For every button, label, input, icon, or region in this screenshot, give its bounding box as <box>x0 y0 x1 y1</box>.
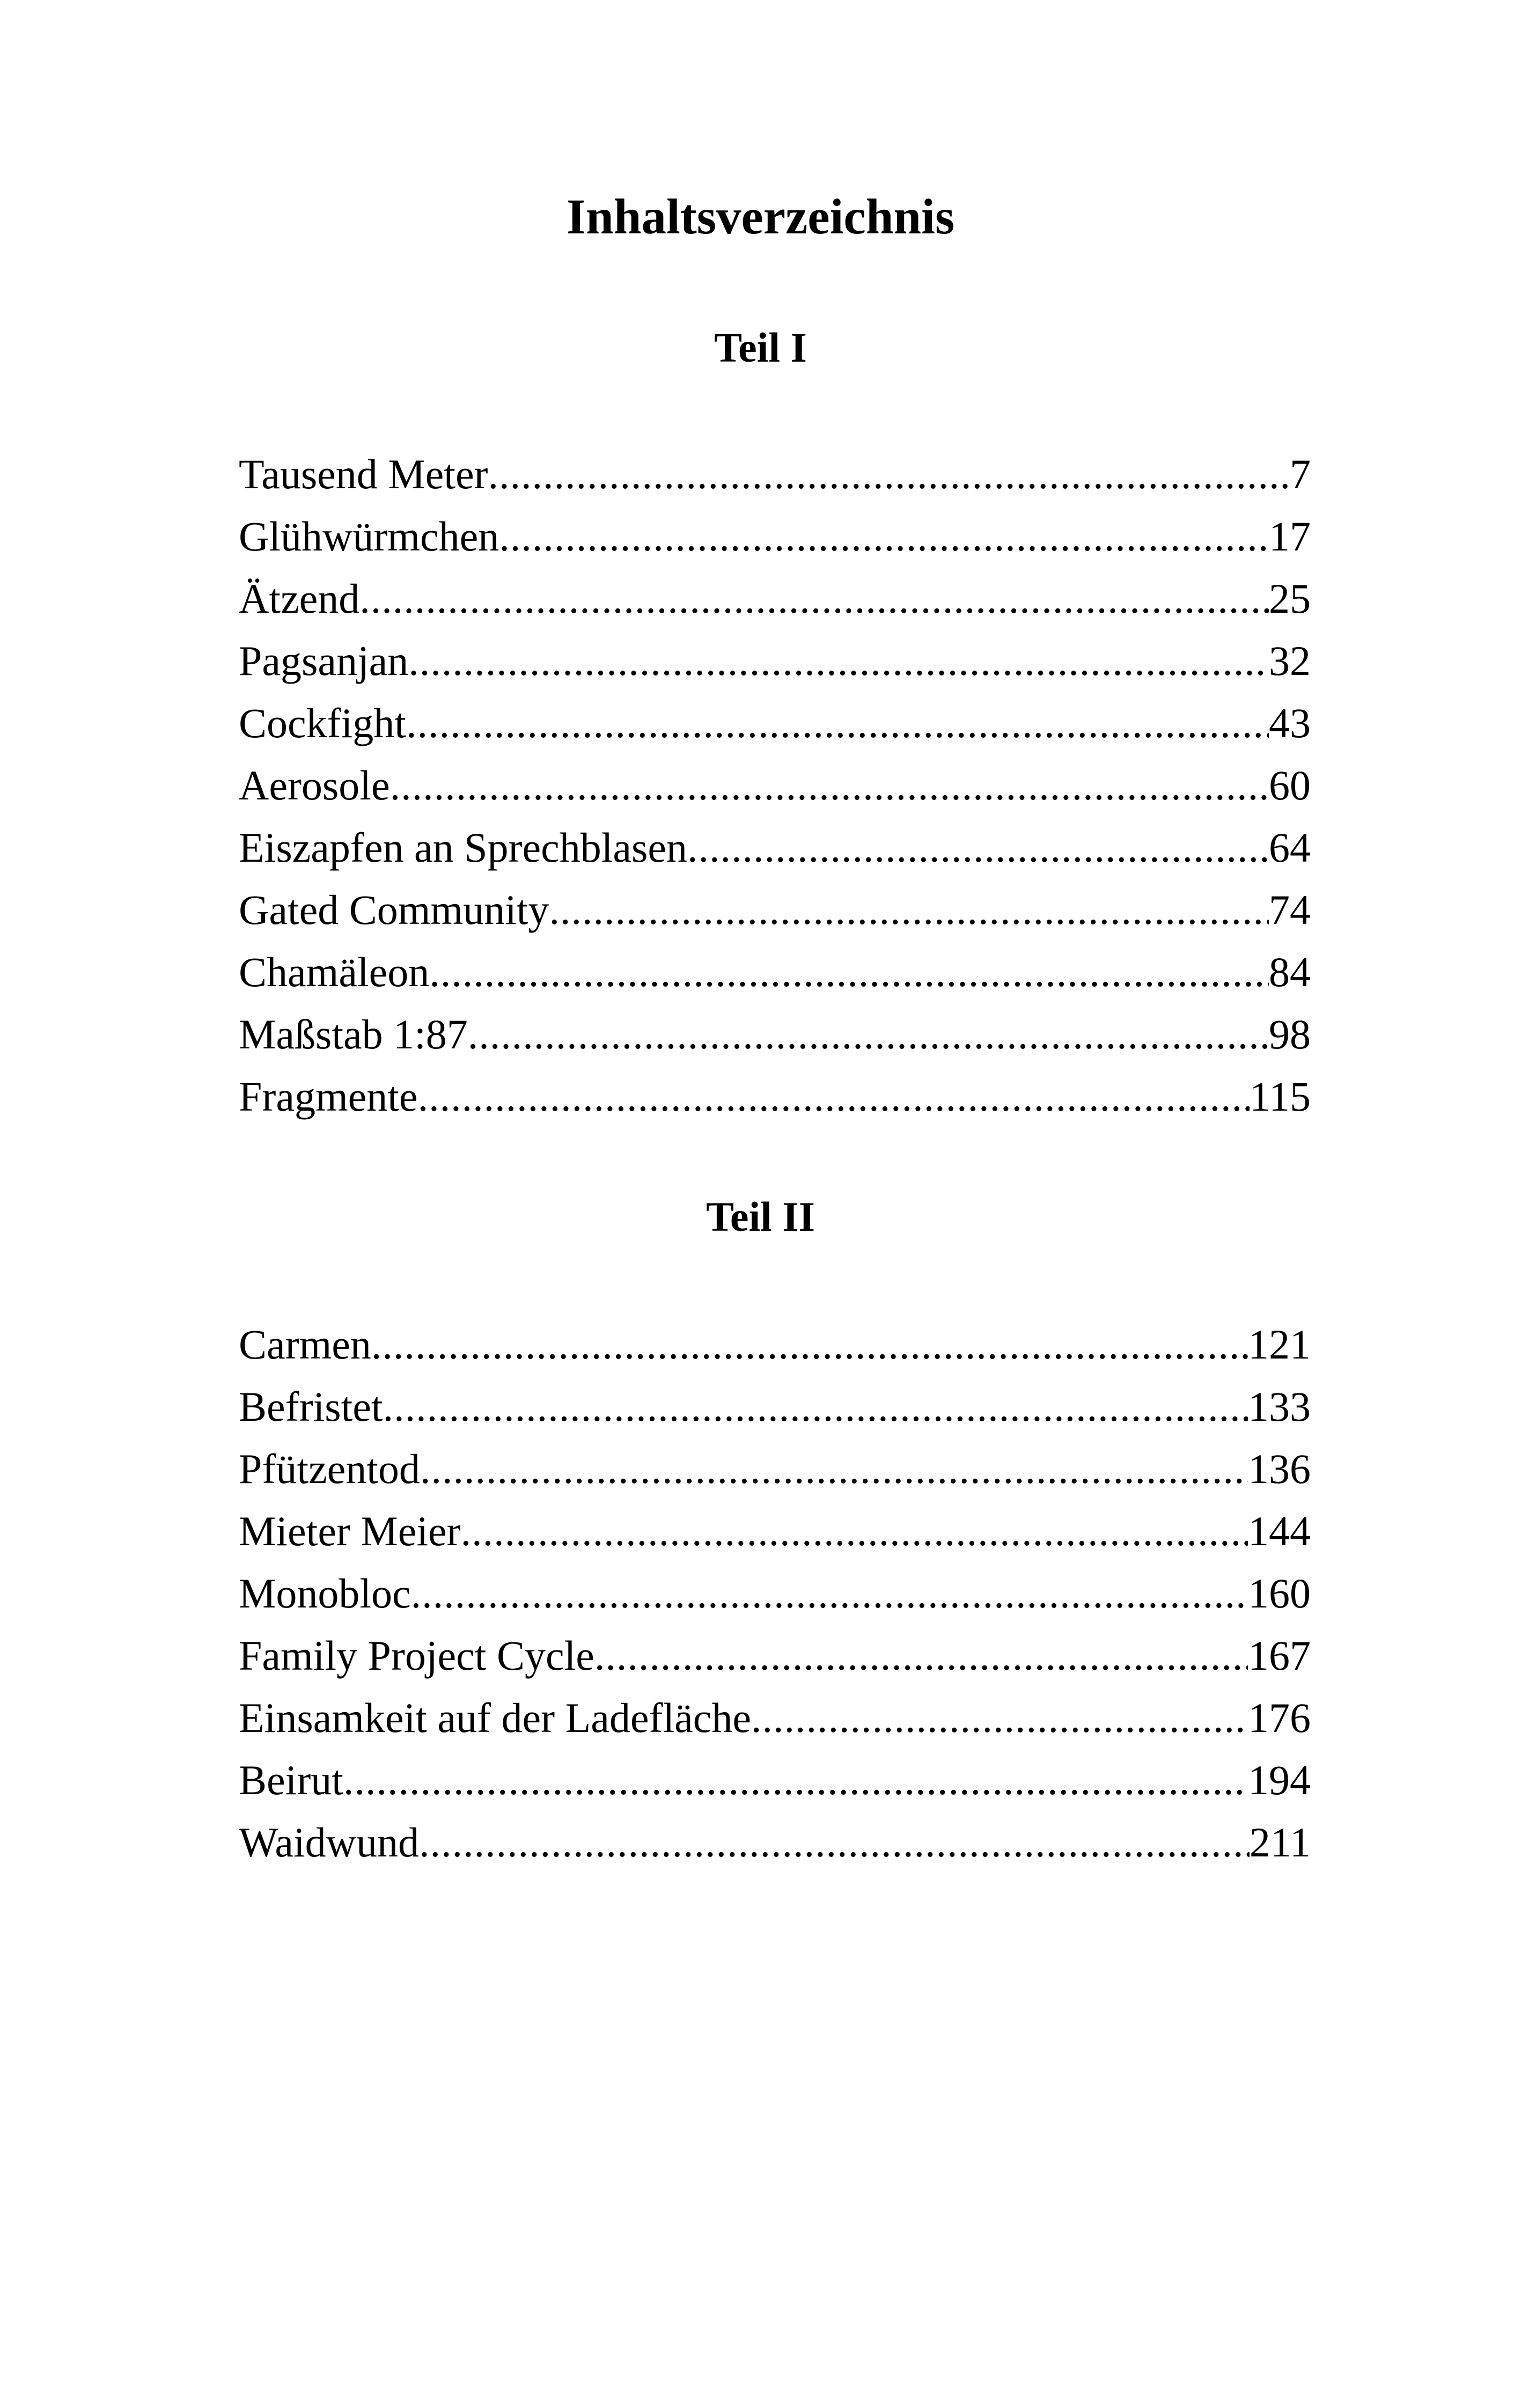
entry-title: Ätzend <box>239 575 360 622</box>
dot-leader <box>343 1749 1248 1811</box>
toc-entry[interactable] <box>239 568 1311 630</box>
entry-title: Tausend Meter <box>239 451 488 497</box>
entry-page-number: 167 <box>1248 1632 1311 1679</box>
dot-leader <box>420 1438 1248 1500</box>
entry-page-number: 43 <box>1269 700 1311 746</box>
entry-title: Chamäleon <box>239 949 430 995</box>
dot-leader <box>383 1376 1248 1438</box>
dot-leader <box>594 1625 1248 1687</box>
toc-entry[interactable] <box>239 1066 1311 1128</box>
entry-page-number: 115 <box>1249 1073 1311 1120</box>
dot-leader <box>371 1313 1248 1376</box>
dot-leader <box>390 754 1269 817</box>
page-title: Inhaltsverzeichnis <box>566 189 955 245</box>
toc-entry[interactable] <box>239 941 1311 1003</box>
dot-leader <box>468 1003 1269 1066</box>
toc-entry[interactable] <box>239 1687 1311 1749</box>
dot-leader <box>408 630 1269 692</box>
entry-title: Aerosole <box>239 762 390 809</box>
entry-page-number: 194 <box>1248 1757 1311 1803</box>
entry-title: Beirut <box>239 1757 343 1803</box>
toc-entry[interactable] <box>239 1562 1311 1625</box>
entry-title: Pagsanjan <box>239 637 409 684</box>
toc-entry[interactable] <box>239 1438 1311 1500</box>
entry-page-number: 98 <box>1269 1011 1311 1058</box>
entry-title: Gated Community <box>239 886 549 933</box>
toc-entry[interactable] <box>239 1500 1311 1562</box>
part-heading-teil-1: Teil I <box>714 324 807 371</box>
entry-page-number: 17 <box>1269 513 1311 560</box>
toc-entry[interactable] <box>239 1625 1311 1687</box>
toc-entry[interactable] <box>239 1313 1311 1376</box>
entry-title: Einsamkeit auf der Ladefläche <box>239 1694 752 1741</box>
entry-page-number: 211 <box>1249 1819 1311 1866</box>
dot-leader <box>418 1066 1250 1128</box>
entry-page-number: 60 <box>1269 762 1311 809</box>
dot-leader <box>488 443 1290 505</box>
entry-page-number: 144 <box>1248 1508 1311 1554</box>
dot-leader <box>406 692 1269 754</box>
dot-leader <box>411 1562 1248 1625</box>
dot-leader <box>419 1811 1250 1874</box>
entry-page-number: 133 <box>1248 1383 1311 1430</box>
toc-entry[interactable] <box>239 1811 1311 1874</box>
toc-entry[interactable] <box>239 1003 1311 1066</box>
toc-entry[interactable] <box>239 879 1311 941</box>
part-2-entry-list <box>239 1313 1311 1874</box>
toc-entry[interactable] <box>239 754 1311 817</box>
entry-page-number: 32 <box>1269 637 1311 684</box>
entry-page-number: 176 <box>1248 1694 1311 1741</box>
entry-title: Eiszapfen an Sprechblasen <box>239 824 687 871</box>
dot-leader <box>751 1687 1248 1749</box>
entry-title: Befristet <box>239 1383 383 1430</box>
dot-leader <box>461 1500 1248 1562</box>
entry-title: Mieter Meier <box>239 1508 461 1554</box>
entry-page-number: 84 <box>1269 949 1311 995</box>
entry-title: Fragmente <box>239 1073 418 1120</box>
entry-title: Pfützentod <box>239 1445 420 1492</box>
toc-entry[interactable] <box>239 1376 1311 1438</box>
entry-page-number: 136 <box>1248 1445 1311 1492</box>
entry-title: Family Project Cycle <box>239 1632 594 1679</box>
toc-entry[interactable] <box>239 692 1311 754</box>
entry-title: Monobloc <box>239 1570 411 1617</box>
part-heading-teil-2: Teil II <box>706 1193 815 1240</box>
entry-page-number: 160 <box>1248 1570 1311 1617</box>
dot-leader <box>549 879 1269 941</box>
entry-page-number: 121 <box>1248 1321 1311 1368</box>
toc-entry[interactable] <box>239 1749 1311 1811</box>
entry-page-number: 25 <box>1269 575 1311 622</box>
entry-page-number: 7 <box>1290 451 1311 497</box>
toc-entry[interactable] <box>239 817 1311 879</box>
dot-leader <box>499 505 1269 568</box>
entry-page-number: 64 <box>1269 824 1311 871</box>
entry-page-number: 74 <box>1269 886 1311 933</box>
dot-leader <box>687 817 1269 879</box>
entry-title: Carmen <box>239 1321 371 1368</box>
toc-entry[interactable] <box>239 505 1311 568</box>
entry-title: Maßstab 1:87 <box>239 1011 468 1058</box>
dot-leader <box>429 941 1269 1003</box>
entry-title: Cockfight <box>239 700 406 746</box>
entry-title: Waidwund <box>239 1819 419 1866</box>
part-1-entry-list <box>239 443 1311 1128</box>
dot-leader <box>359 568 1269 630</box>
toc-entry[interactable] <box>239 443 1311 505</box>
entry-title: Glühwürmchen <box>239 513 499 560</box>
toc-entry[interactable] <box>239 630 1311 692</box>
